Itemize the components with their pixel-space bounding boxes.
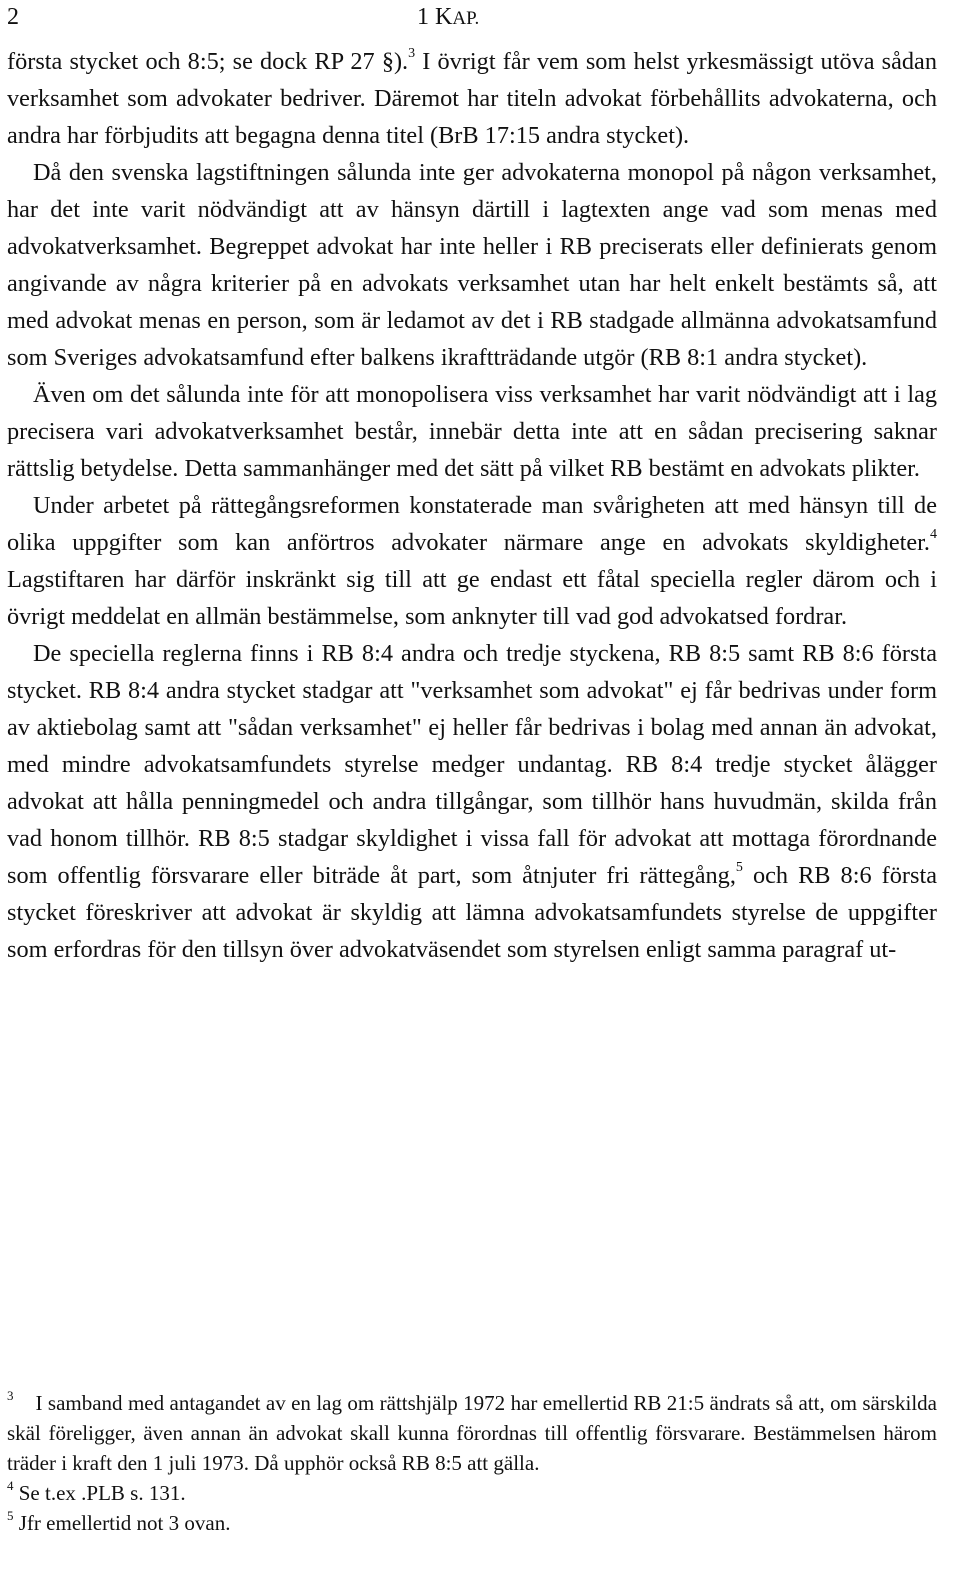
paragraph-5: De speciella reglerna finns i RB 8:4 andra och tredje styckena, RB 8:5 samt RB 8:6 första stycket. RB 8:4 andra stycket stadgar att "verksamhet som advokat" ej får bedrivas under form av aktiebolag samt att "sådan verksamhet" ej heller får bedrivas i bolag med annan än advokat, med mindre advokatsamfundets styrelse medger undantag. RB 8:4 tredje stycket ålägger advokat att hålla penningmedel och andra tillgångar, som tillhör hans huvudmän, skilda från vad honom tillhör. RB 8:5 stadgar skyldighet i vissa fall för advokat att mottaga förordnande som offentlig försvarare eller biträde åt part, som åtnjuter fri rättegång,$^5$ och RB 8:6 första stycket föreskriver att advokat är skyldig att lämna advokatsamfundets styrelse de uppgifter som erfordras för den tillsyn över advokatväsendet som styrelsen enligt samma paragraf ut- (7, 640, 937, 963)
footnote-5 (7, 1508, 937, 1538)
footnote-3 (7, 1388, 937, 1478)
footnote-text: Se t.ex .PLB s. 131. (18, 1481, 186, 1505)
body-text (7, 43, 937, 968)
footnotes (7, 1388, 937, 1538)
paragraph-4: Under arbetet på rättegångsreformen konstaterade man svårigheten att med hänsyn till de olika uppgifter som kan anförtros advokater närmare ange en advokats skyldigheter.$^4$ Lagstiftaren har därför inskränkt sig till att ge endast ett fåtal speciella regler därom och i övrigt meddelat en allmän bestämmelse, som anknyter till vad god advokatsed fordrar. (7, 492, 937, 630)
footnote-number: 3 (7, 1388, 14, 1403)
footnote-number: 5 (7, 1508, 14, 1523)
footnote-text: Jfr emellertid not 3 ovan. (18, 1511, 231, 1535)
footnote-text: I samband med antagandet av en lag om rättshjälp 1972 har emellertid RB 21:5 ändrats så att, om särskilda skäl föreligger, även annan än advokat skall kunna förordnas till offentlig försvarare. Bestämmelsen härom träder i kraft den 1 juli 1973. Då upphör också RB 8:5 att gälla. (7, 1391, 937, 1475)
paragraph-1: första stycket och 8:5; se dock RP 27 §).$^3$ I övrigt får vem som helst yrkesmässigt utöva sådan verksamhet som advokater bedriver. Däremot har titeln advokat förbehållits advokaterna, och andra har förbjudits att begagna denna titel (BrB 17:15 andra stycket). (7, 46, 937, 149)
paragraph-2: Då den svenska lagstiftningen sålunda inte ger advokaterna monopol på någon verksamhet, har det inte varit nödvändigt att av hänsyn därtill i lagtexten ange vad som menas med advokatverksamhet. Begreppet advokat har inte heller i RB preciserats eller definierats genom angivande av några kriterier på en advokats verksamhet utan har helt enkelt bestämts så, att med advokat menas en person, som är ledamot av det i RB stadgade allmänna advokatsamfund som Sveriges advokatsamfund efter balkens ikraftträdande utgör (RB 8:1 andra stycket). (7, 159, 937, 371)
page-number: 2 (7, 4, 19, 30)
running-head (417, 4, 479, 31)
footnote-4 (7, 1478, 937, 1508)
chapter-label: AP. (452, 8, 480, 29)
page-header (7, 0, 937, 40)
footnote-ref-3[interactable]: 3 (408, 46, 416, 61)
footnote-ref-4[interactable]: 4 (930, 527, 937, 542)
footnote-ref-5[interactable]: 5 (735, 860, 743, 875)
footnote-number: 4 (7, 1478, 14, 1493)
chapter-number: 1 K (417, 4, 453, 30)
document-page (7, 0, 937, 968)
paragraph-3: Även om det sålunda inte för att monopolisera viss verksamhet har varit nödvändigt att i lag precisera vari advokatverksamhet består, innebär detta inte att en sådan precisering saknar rättslig betydelse. Detta sammanhänger med det sätt på vilket RB bestämt en advokats plikter. (7, 381, 937, 482)
